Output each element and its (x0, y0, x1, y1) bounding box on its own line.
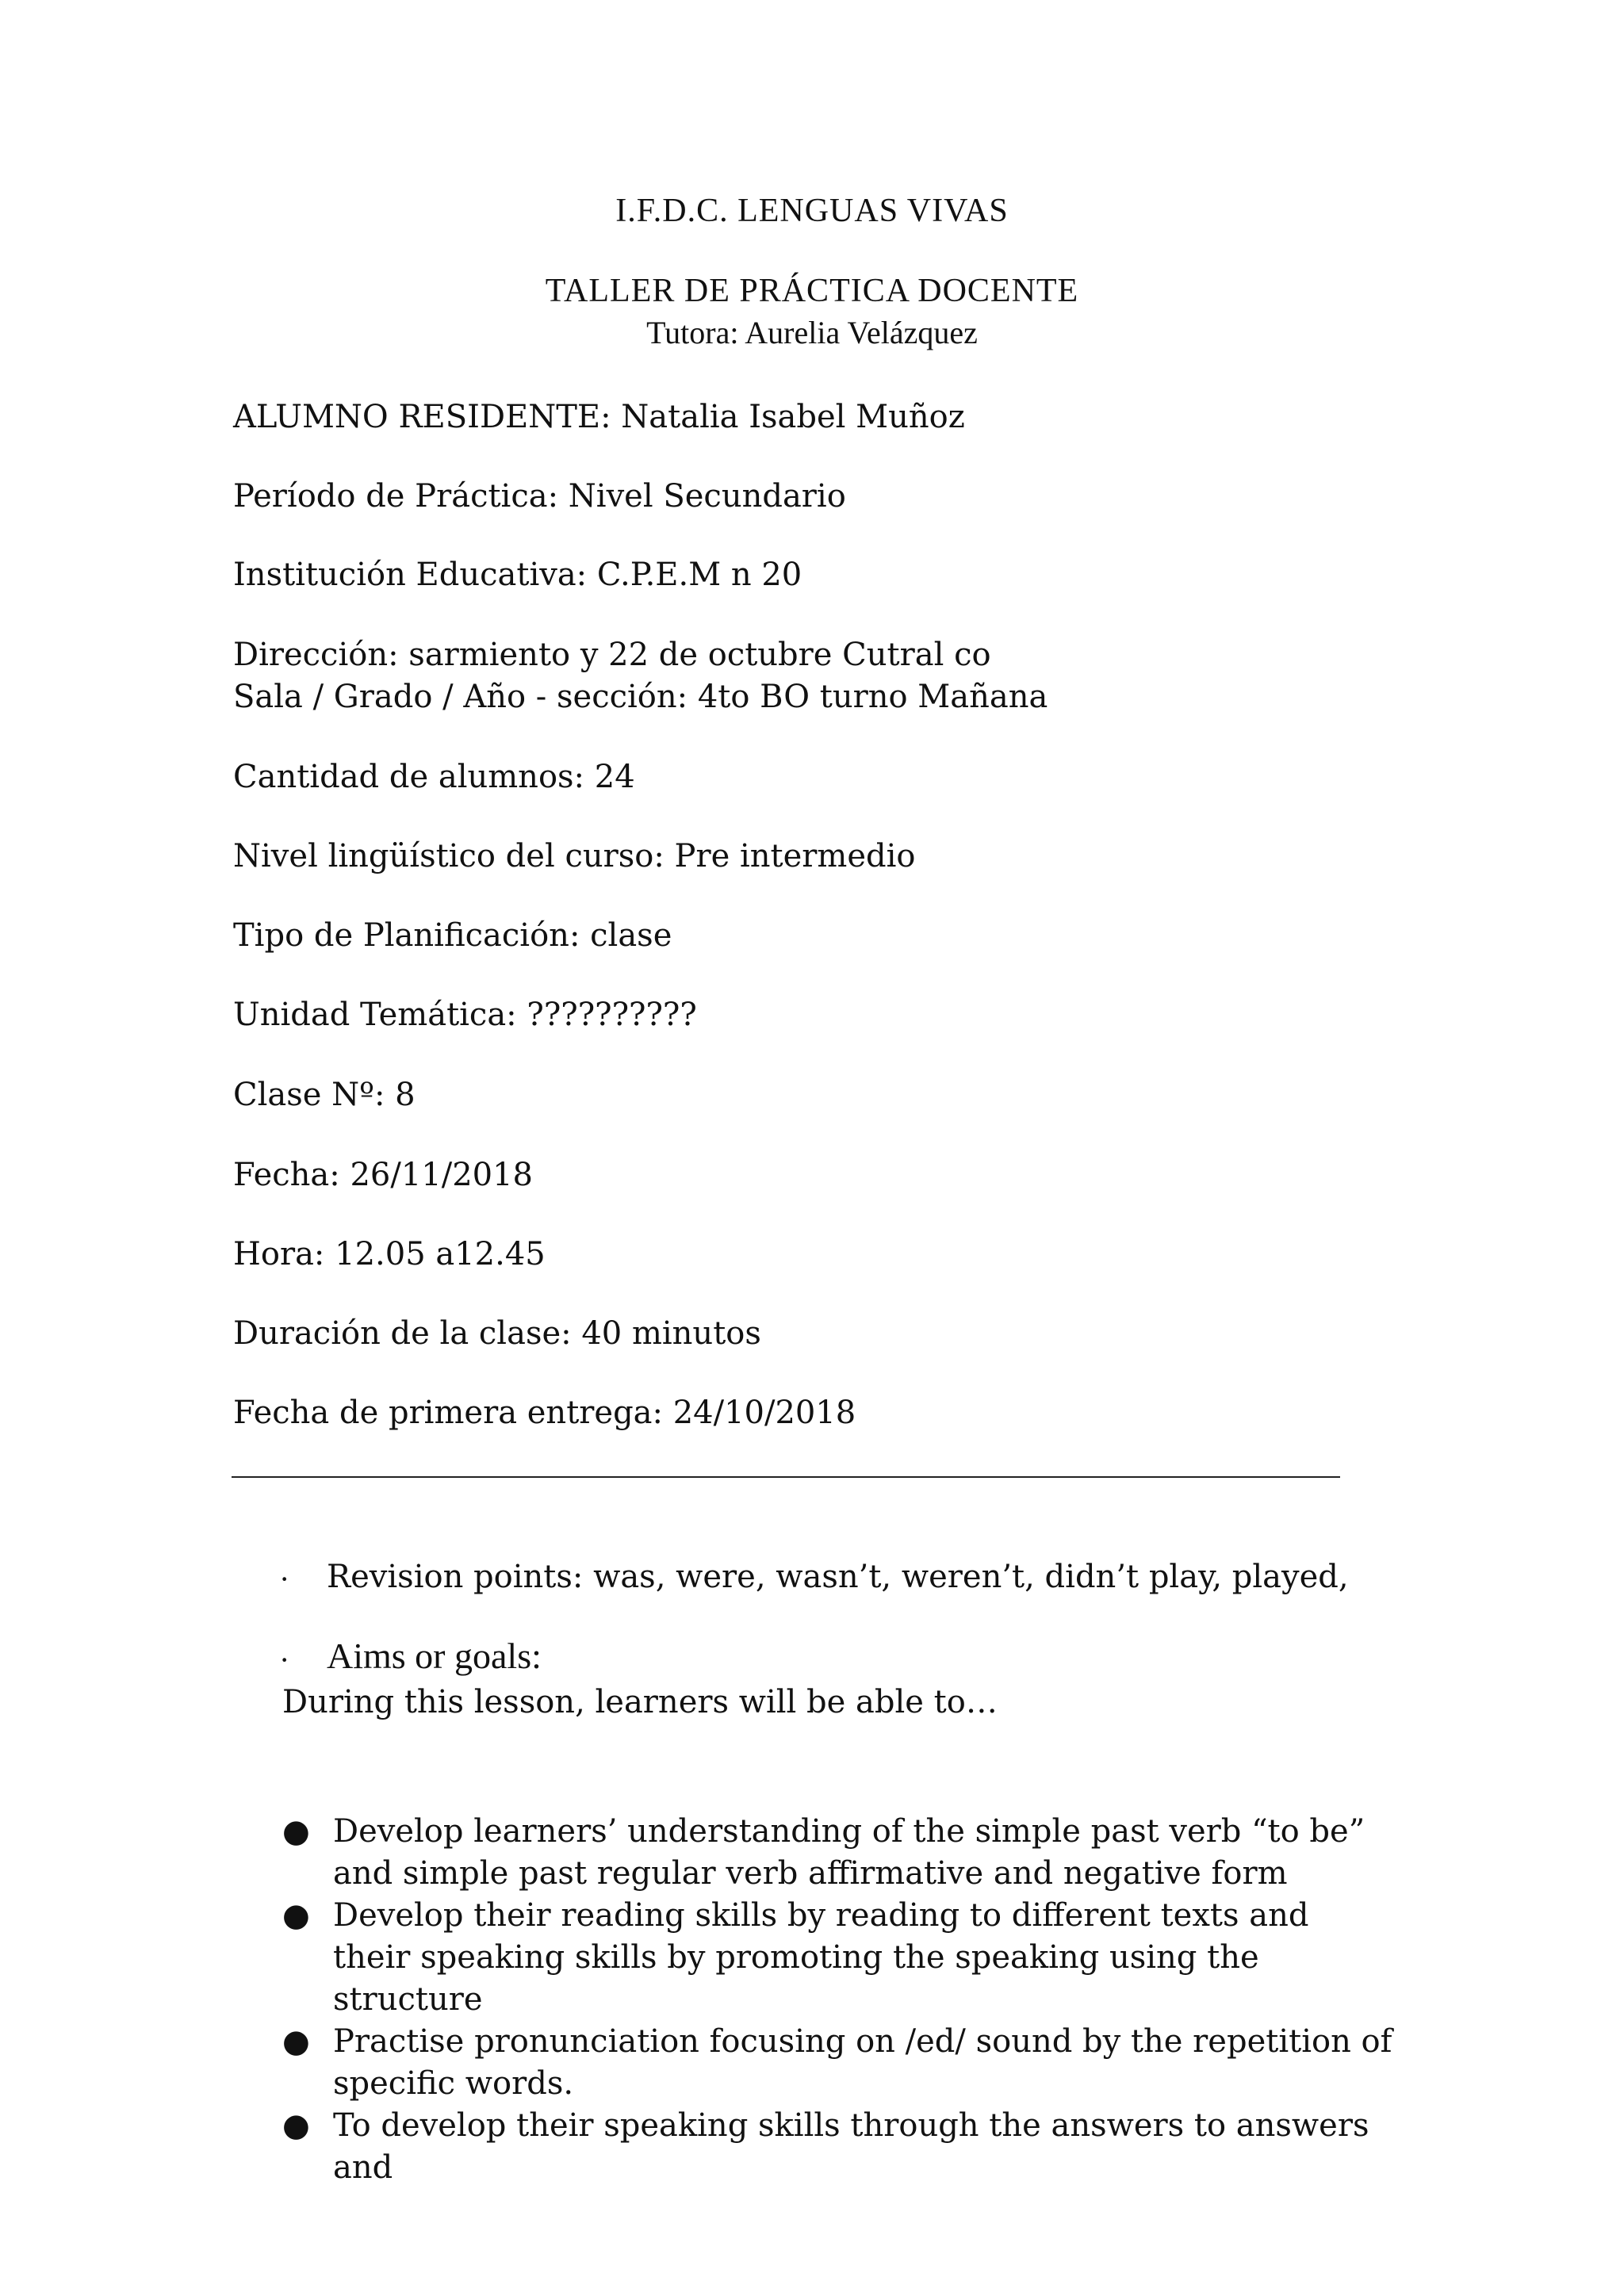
bullet-mark: ● (282, 2023, 310, 2060)
goal-text: Develop their reading skills by reading to different texts and their speaking skills by promoting the speaking using the structure (333, 1897, 1309, 2018)
list-item (282, 2021, 1392, 2105)
institute-title: I.F.D.C. LENGUAS VIVAS (615, 193, 1009, 229)
aims-bullet: · (279, 1642, 290, 1678)
first-delivery-field: Fecha de primera entrega: 24/10/2018 (233, 1395, 856, 1431)
bullet-mark: ● (282, 1897, 310, 1934)
duration-field: Duración de la clase: 40 minutos (233, 1315, 761, 1352)
aims-title: Aims or goals: (327, 1636, 542, 1676)
goal-text: To develop their speaking skills through the answers to answers and (333, 2107, 1369, 2186)
level-field: Nivel lingüístico del curso: Pre intermedio (233, 838, 916, 874)
goal-text: Practise pronunciation focusing on /ed/ sound by the repetition of specific words. (333, 2023, 1392, 2102)
plan-type-field: Tipo de Planificación: clase (233, 917, 672, 954)
address-field: Dirección: sarmiento y 22 de octubre Cutral co (233, 637, 991, 673)
students-count-field: Cantidad de alumnos: 24 (233, 759, 635, 795)
list-item (282, 1811, 1392, 1895)
revision-points: Revision points: was, were, wasn’t, weren’t, didn’t play, played, (327, 1559, 1349, 1595)
period-field: Período de Práctica: Nivel Secundario (233, 478, 846, 515)
student-field: ALUMNO RESIDENTE: Natalia Isabel Muñoz (233, 399, 965, 435)
horizontal-divider (232, 1476, 1340, 1478)
date-field: Fecha: 26/11/2018 (233, 1157, 533, 1193)
goal-text: Develop learners’ understanding of the simple past verb “to be” and simple past regular verb affirmative and negative form (333, 1813, 1365, 1892)
unit-field: Unidad Temática: ?????????? (233, 997, 697, 1033)
time-field: Hora: 12.05 a12.45 (233, 1236, 546, 1272)
workshop-title: TALLER DE PRÁCTICA DOCENTE (545, 273, 1079, 309)
goals-list (282, 1811, 1392, 2189)
revision-bullet: · (279, 1561, 290, 1597)
bullet-mark: ● (282, 2107, 310, 2144)
grade-field: Sala / Grado / Año - sección: 4to BO turno Mañana (233, 679, 1048, 715)
aims-intro: During this lesson, learners will be able to… (282, 1684, 998, 1720)
list-item (282, 1895, 1392, 2021)
class-number-field: Clase Nº: 8 (233, 1077, 416, 1113)
list-item (282, 2105, 1392, 2189)
bullet-mark: ● (282, 1813, 310, 1850)
institution-field: Institución Educativa: C.P.E.M n 20 (233, 557, 802, 593)
tutor-line: Tutora: Aurelia Velázquez (646, 315, 978, 350)
